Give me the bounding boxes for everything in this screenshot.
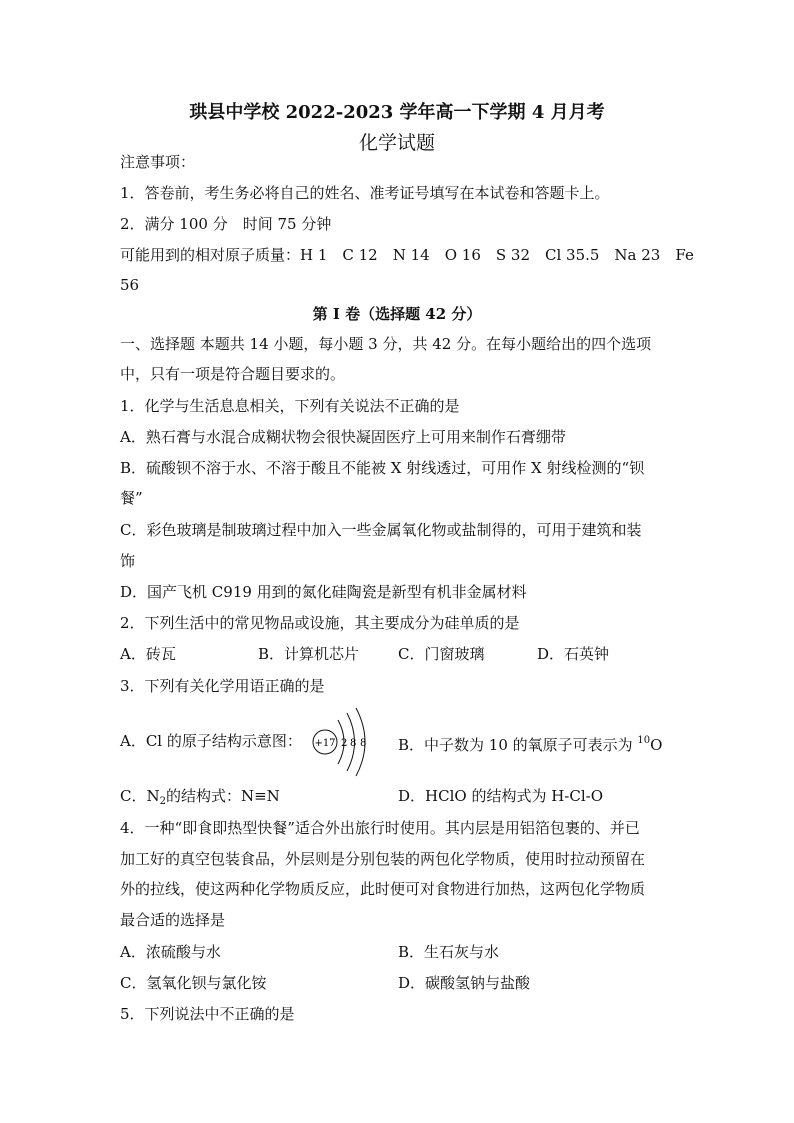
atomic-masses-line-1: 可能用到的相对原子质量：H 1 C 12 N 14 O 16 S 32 Cl 35.5 Na 23 Fe (120, 246, 694, 264)
q4-stem-line-3: 外的拉线，使这两种化学物质反应，此时便可对食物进行加热，这两包化学物质 (120, 880, 646, 898)
q1-option-c-line-2: 饰 (120, 552, 136, 570)
q4-option-a: A．浓硫酸与水 (120, 943, 221, 961)
q4-option-b: B．生石灰与水 (398, 943, 500, 961)
q5-stem: 5．下列说法中不正确的是 (120, 1005, 295, 1023)
q3-option-b-mass-number: 10 (637, 735, 651, 746)
q4-stem-line-4: 最合适的选择是 (120, 911, 226, 929)
q3-option-c-subscript: 2 (159, 796, 166, 807)
section-instructions-line-2: 中，只有一项是符合题目要求的。 (120, 365, 346, 383)
q1-option-c-line-1: C．彩色玻璃是制玻璃过程中加入一些金属氧化物或盐制得的，可用于建筑和装 (120, 521, 642, 539)
q4-option-d: D．碳酸氢钠与盐酸 (398, 974, 531, 992)
q1-stem: 1．化学与生活息息相关，下列有关说法不正确的是 (120, 397, 460, 415)
shell-1-electrons: 2 (341, 738, 348, 749)
q3-option-a: A．Cl 的原子结构示意图： (120, 732, 302, 750)
exam-title: 珙县中学校 2022-2023 学年高一下学期 4 月月考 (189, 102, 605, 123)
notes-heading: 注意事项： (120, 153, 196, 171)
q4-stem-line-1: 4．一种“即食即热型快餐”适合外出旅行时使用。其内层是用铝箔包裹的、并已 (120, 819, 640, 837)
nucleus-charge: +17 (314, 738, 336, 749)
note-item-2: 2．满分 100 分 时间 75 分钟 (120, 215, 332, 233)
q1-option-d: D．国产飞机 C919 用到的氮化硅陶瓷是新型有机非金属材料 (120, 583, 527, 601)
q3-option-c (120, 786, 280, 812)
atomic-masses-line-2: 56 (120, 276, 140, 294)
section-title: 第 I 卷（选择题 42 分） (312, 305, 482, 323)
section-instructions-line-1: 一、选择题 本题共 14 小题，每小题 3 分，共 42 分。在每小题给出的四个选项 (120, 335, 652, 353)
q4-stem-line-2: 加工好的真空包装食品，外层则是分别包装的两包化学物质，使用时拉动预留在 (120, 850, 646, 868)
q2-option-b: B．计算机芯片 (258, 645, 360, 663)
q2-option-a: A．砖瓦 (120, 645, 176, 663)
shell-2-electrons: 8 (350, 738, 357, 749)
q1-option-a: A．熟石膏与水混合成糊状物会很快凝固医疗上可用来制作石膏绷带 (120, 428, 566, 446)
exam-subtitle: 化学试题 (358, 132, 435, 154)
q2-option-d: D．石英钟 (537, 645, 610, 663)
note-item-1: 1．答卷前，考生务必将自己的姓名、准考证号填写在本试卷和答题卡上。 (120, 184, 610, 202)
q3-option-b-symbol: O (650, 736, 663, 754)
q1-option-b-line-1: B．硫酸钡不溶于水、不溶于酸且不能被 X 射线透过，可用作 X 射线检测的“钡 (120, 459, 645, 477)
shell-3-electrons: 8 (360, 738, 367, 749)
q3-option-d: D．HClO 的结构式为 H-Cl-O (398, 787, 604, 805)
q3-stem: 3．下列有关化学用语正确的是 (120, 677, 325, 695)
q2-stem: 2．下列生活中的常见物品或设施，其主要成分为硅单质的是 (120, 614, 520, 632)
chlorine-atom-structure-diagram (310, 706, 380, 778)
q4-option-c: C．氢氧化钡与氯化铵 (120, 974, 267, 992)
q1-option-b-line-2: 餐” (120, 489, 143, 507)
q3-option-c-prefix: C．N (120, 787, 160, 805)
q3-option-c-suffix: 的结构式：N≡N (165, 787, 280, 805)
q3-option-b (398, 731, 662, 755)
atom-diagram-svg (310, 706, 380, 778)
q3-option-b-text: B．中子数为 10 的氧原子可表示为 (398, 736, 638, 754)
q2-option-c: C．门窗玻璃 (398, 645, 485, 663)
